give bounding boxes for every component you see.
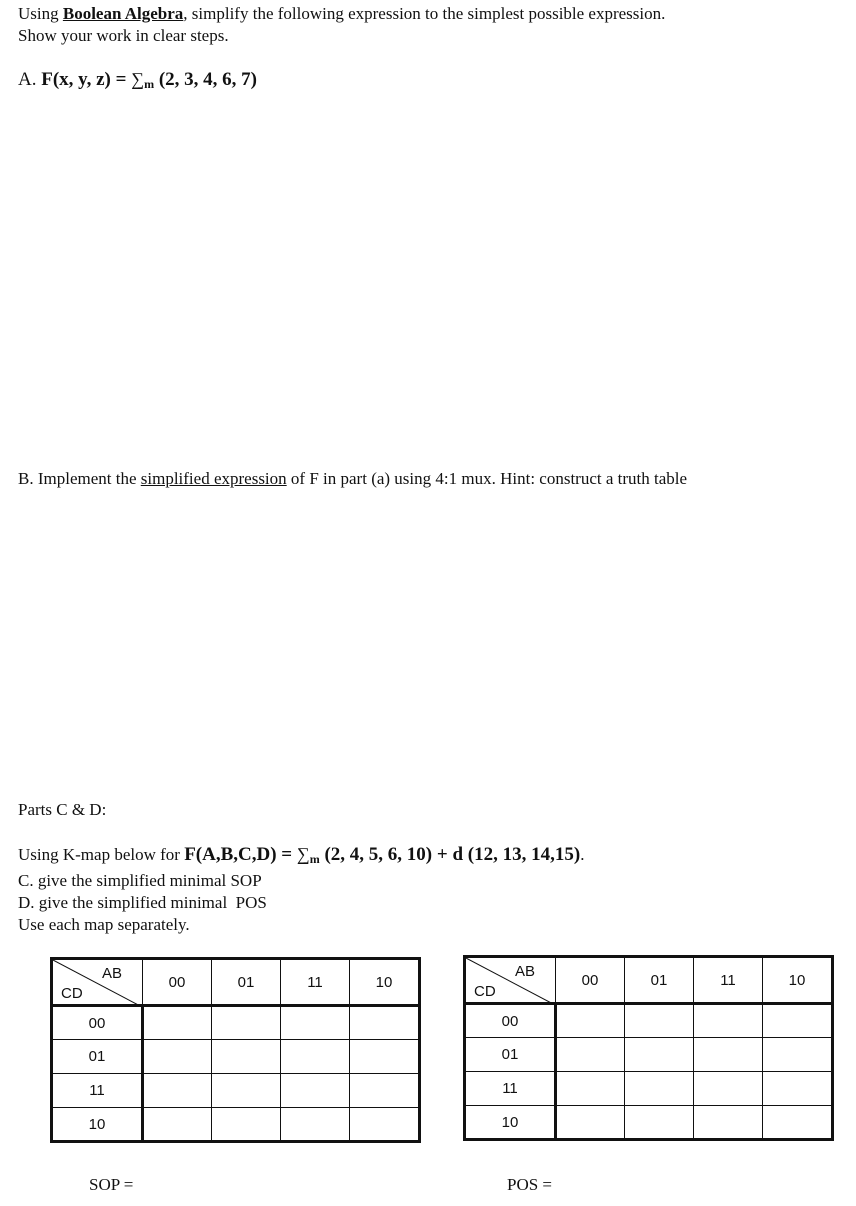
part-a-label: A. xyxy=(18,69,37,90)
kmap-cell[interactable] xyxy=(556,1004,625,1038)
part-d-question: D. give the simplified minimal POS xyxy=(18,893,267,912)
kmap-cell[interactable] xyxy=(212,1074,281,1108)
kmap-cell[interactable] xyxy=(625,1038,694,1072)
kmap-cell[interactable] xyxy=(143,1040,212,1074)
kmap-cell[interactable] xyxy=(556,1072,625,1106)
col-header: 11 xyxy=(694,957,763,1004)
part-b-question xyxy=(18,469,687,489)
kmap-row xyxy=(465,1072,833,1106)
kmap-cell[interactable] xyxy=(143,1006,212,1040)
parts-cd-terms: (2, 4, 5, 6, 10) + d (12, 13, 14,15) xyxy=(319,844,581,865)
intro-suffix: , simplify the following expression to the simplest possible expression. xyxy=(183,4,666,23)
kmap-pos xyxy=(463,955,834,1141)
row-header: 11 xyxy=(52,1074,143,1108)
kmap-cell[interactable] xyxy=(763,1072,833,1106)
row-variable-label: CD xyxy=(474,983,496,1000)
parts-cd-using: Using K-map below for xyxy=(18,845,185,864)
kmap-row xyxy=(465,1004,833,1038)
kmap-corner xyxy=(465,957,556,1004)
sigma-symbol: ∑ xyxy=(296,844,310,864)
kmap-cell[interactable] xyxy=(350,1074,420,1108)
pos-answer-label: POS = xyxy=(507,1175,553,1194)
row-header: 11 xyxy=(465,1072,556,1106)
col-header: 01 xyxy=(212,959,281,1006)
kmap-cell[interactable] xyxy=(350,1040,420,1074)
col-variable-label: AB xyxy=(514,963,535,980)
kmap-corner xyxy=(52,959,143,1006)
row-header: 01 xyxy=(465,1038,556,1072)
map-instruction: Use each map separately. xyxy=(18,915,190,934)
kmap-cell[interactable] xyxy=(625,1004,694,1038)
kmap-cell[interactable] xyxy=(212,1040,281,1074)
kmap-cell[interactable] xyxy=(281,1006,350,1040)
part-b-underlined: simplified expression xyxy=(140,469,287,488)
kmap-row xyxy=(52,1040,420,1074)
kmap-cell[interactable] xyxy=(556,1038,625,1072)
period: . xyxy=(580,845,585,864)
kmap-cell[interactable] xyxy=(694,1106,763,1140)
kmap-cell[interactable] xyxy=(281,1074,350,1108)
kmap-cell[interactable] xyxy=(694,1004,763,1038)
col-header: 00 xyxy=(556,957,625,1004)
kmap-cell[interactable] xyxy=(763,1038,833,1072)
part-b-suffix: of F in part (a) using 4:1 mux. Hint: construct a truth table xyxy=(286,469,688,488)
kmap-cell[interactable] xyxy=(212,1108,281,1142)
col-header: 10 xyxy=(763,957,833,1004)
part-a-function: F(x, y, z) = xyxy=(41,69,132,90)
kmap-cell[interactable] xyxy=(694,1038,763,1072)
kmap-row xyxy=(52,1074,420,1108)
parts-cd-function: F(A,B,C,D) = xyxy=(184,844,297,865)
kmap-cell[interactable] xyxy=(556,1106,625,1140)
kmap-cell[interactable] xyxy=(350,1108,420,1142)
instructions xyxy=(18,3,665,47)
kmap-row xyxy=(465,1038,833,1072)
kmap-sop xyxy=(50,957,421,1143)
part-c-question: C. give the simplified minimal SOP xyxy=(18,871,262,890)
row-header: 01 xyxy=(52,1040,143,1074)
kmap-row xyxy=(52,1108,420,1142)
part-b-prefix: B. Implement the xyxy=(18,469,141,488)
kmap-cell[interactable] xyxy=(763,1106,833,1140)
row-header: 10 xyxy=(52,1108,143,1142)
kmap-cell[interactable] xyxy=(143,1074,212,1108)
intro-keyword: Boolean Algebra xyxy=(62,4,184,23)
intro-prefix: Using xyxy=(18,4,63,23)
part-a-question xyxy=(18,69,257,92)
kmap-row xyxy=(52,1006,420,1040)
intro-line2: Show your work in clear steps. xyxy=(18,26,229,45)
parts-cd-question xyxy=(18,799,584,936)
col-header: 10 xyxy=(350,959,420,1006)
row-header: 00 xyxy=(465,1004,556,1038)
parts-cd-heading: Parts C & D: xyxy=(18,800,107,819)
col-variable-label: AB xyxy=(101,965,122,982)
sop-answer-label: SOP = xyxy=(89,1175,134,1194)
kmap-cell[interactable] xyxy=(350,1006,420,1040)
kmap-cell[interactable] xyxy=(143,1108,212,1142)
col-header: 01 xyxy=(625,957,694,1004)
col-header: 11 xyxy=(281,959,350,1006)
part-a-terms: (2, 3, 4, 6, 7) xyxy=(154,69,257,90)
minterm-subscript: m xyxy=(144,77,155,91)
kmap-row xyxy=(465,1106,833,1140)
kmap-cell[interactable] xyxy=(281,1040,350,1074)
kmap-cell[interactable] xyxy=(212,1006,281,1040)
kmap-cell[interactable] xyxy=(694,1072,763,1106)
row-header: 10 xyxy=(465,1106,556,1140)
minterm-subscript: m xyxy=(309,852,320,866)
col-header: 00 xyxy=(143,959,212,1006)
kmap-cell[interactable] xyxy=(625,1106,694,1140)
kmap-cell[interactable] xyxy=(763,1004,833,1038)
kmap-cell[interactable] xyxy=(625,1072,694,1106)
row-header: 00 xyxy=(52,1006,143,1040)
kmap-cell[interactable] xyxy=(281,1108,350,1142)
sigma-symbol: ∑ xyxy=(131,69,145,89)
row-variable-label: CD xyxy=(61,985,83,1002)
